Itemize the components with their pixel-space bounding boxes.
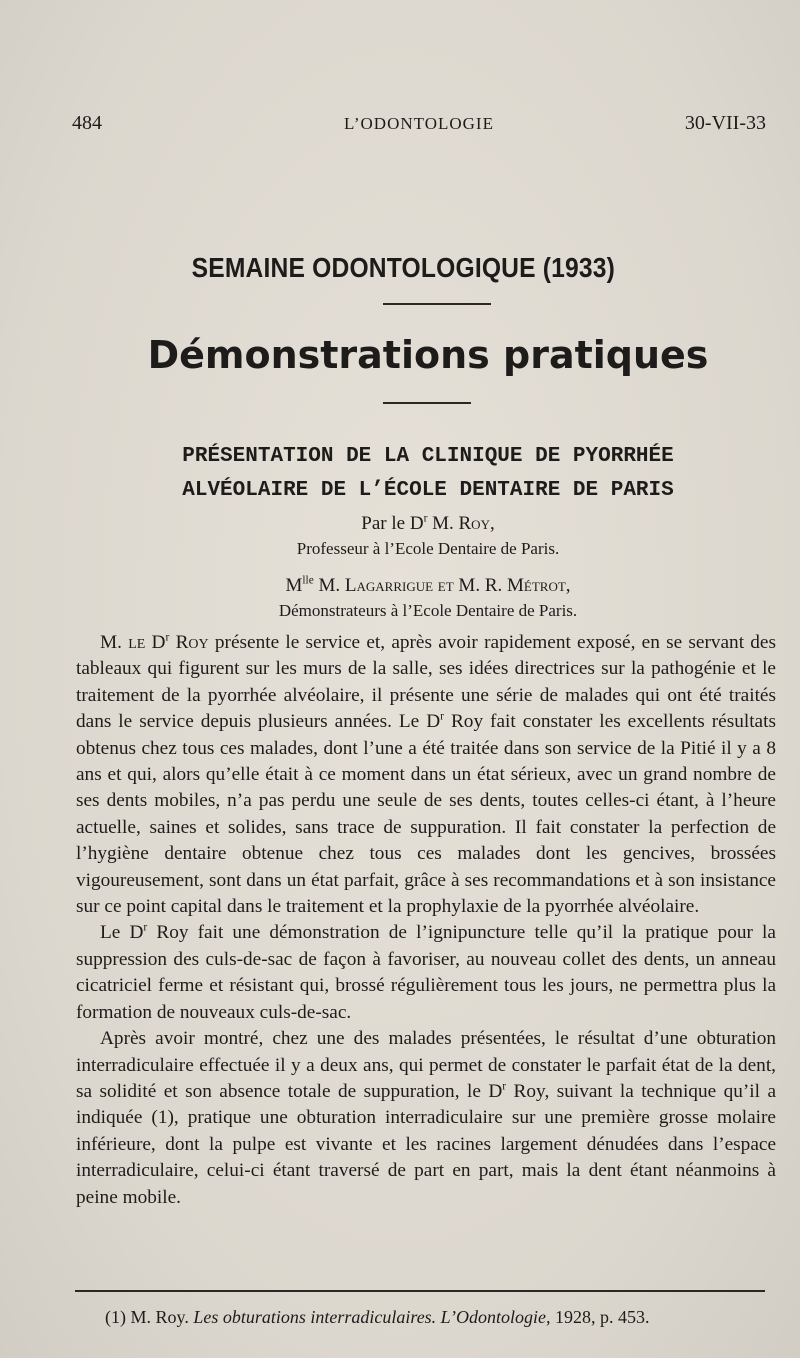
- footnote: (1) M. Roy. Les obturations interradiculaires. L’Odontologie, 1928, p. 453.: [105, 1307, 650, 1327]
- title-rule-bottom: [383, 402, 471, 404]
- page-number: 484: [72, 112, 102, 134]
- subtitle-line-2: ALVÉOLAIRE DE L’ÉCOLE DENTAIRE DE PARIS: [182, 479, 674, 502]
- article-subtitle: [0, 440, 800, 508]
- paragraph-3: Après avoir montré, chez une des malades présentées, le résultat d’une obturation interradiculaire effectuée il y a deux ans, qui permet de constater le parfait état de la dent, sa solidité et son absence totale de suppuration, le $D^r$ Roy, suivant la technique qu’il a indiquée (1), pratique une obturation interradiculaire sur une première grosse molaire inférieure, dont la pulpe est vivante et les racines largement dénudées dans l’espace interradiculaire, celui-ci étant traversé de part en part, mais la dent étant néanmoins à peine mobile.: [76, 1028, 777, 1208]
- article-body: [76, 630, 776, 1211]
- paragraph-1: M. le $D^r$ Roy présente le service et, après avoir rapidement exposé, en se servant des tableaux qui figurent sur les murs de la salle, ses idées directrices sur la pathogénie et le traitement de la pyorrhée alvéolaire, il présente une série de malades qui ont été traités dans le service depuis plusieurs années. Le $D^r$ Roy fait constater les excellents résultats obtenus chez tous ces malades, dont l’une a été traitée dans son service de la Pitié il y a 8 ans et qui, alors qu’elle était à ce moment dans un état sérieux, avec un grand nombre de ses dents mobiles, n’a pas perdu une seule de ses dents, toutes celles-ci étant, à l’heure actuelle, saines et solides, sans trace de suppuration. Il fait constater la perfection de l’hygiène dentaire obtenue chez tous ces malades dont les gencives, brossées vigoureusement, sont dans un état parfait, grâce à ses recommandations et à son insistance sur ce point capital dans le traitement et la prophylaxie de la pyorrhée alvéolaire.: [76, 630, 776, 918]
- subtitle-line-1: PRÉSENTATION DE LA CLINIQUE DE PYORRHÉE: [182, 445, 674, 468]
- running-title: L’ODONTOLOGIE: [344, 114, 494, 133]
- header-date: 30-VII-33: [684, 112, 766, 134]
- section-title: SEMAINE ODONTOLOGIQUE (1933): [191, 252, 616, 283]
- title-rule-top: [383, 303, 491, 305]
- main-title: Démonstrations pratiques: [147, 333, 709, 377]
- paragraph-2: Le $D^r$ Roy fait une démonstration de l’ignipuncture telle qu’il la pratique pour la suppression des culs-de-sac de façon à favoriser, au nouveau collet des dents, un anneau cicatriciel ferme et résistant qui, brossé régulièrement tous les jours, ne permettra plus la formation de nouveaux culs-de-sac.: [76, 921, 776, 1023]
- page-header: [72, 112, 766, 140]
- author-line: Par le $D^r$ M. Roy,: [361, 512, 495, 534]
- author-role: Professeur à l’Ecole Dentaire de Paris.: [296, 539, 560, 558]
- coauthors-line: $M^{lle}$ M. Lagarrigue et M. R. Métrot,: [285, 574, 571, 596]
- coauthors-role: Démonstrateurs à l’Ecole Dentaire de Paris.: [278, 601, 578, 620]
- footnote-rule: [75, 1290, 765, 1292]
